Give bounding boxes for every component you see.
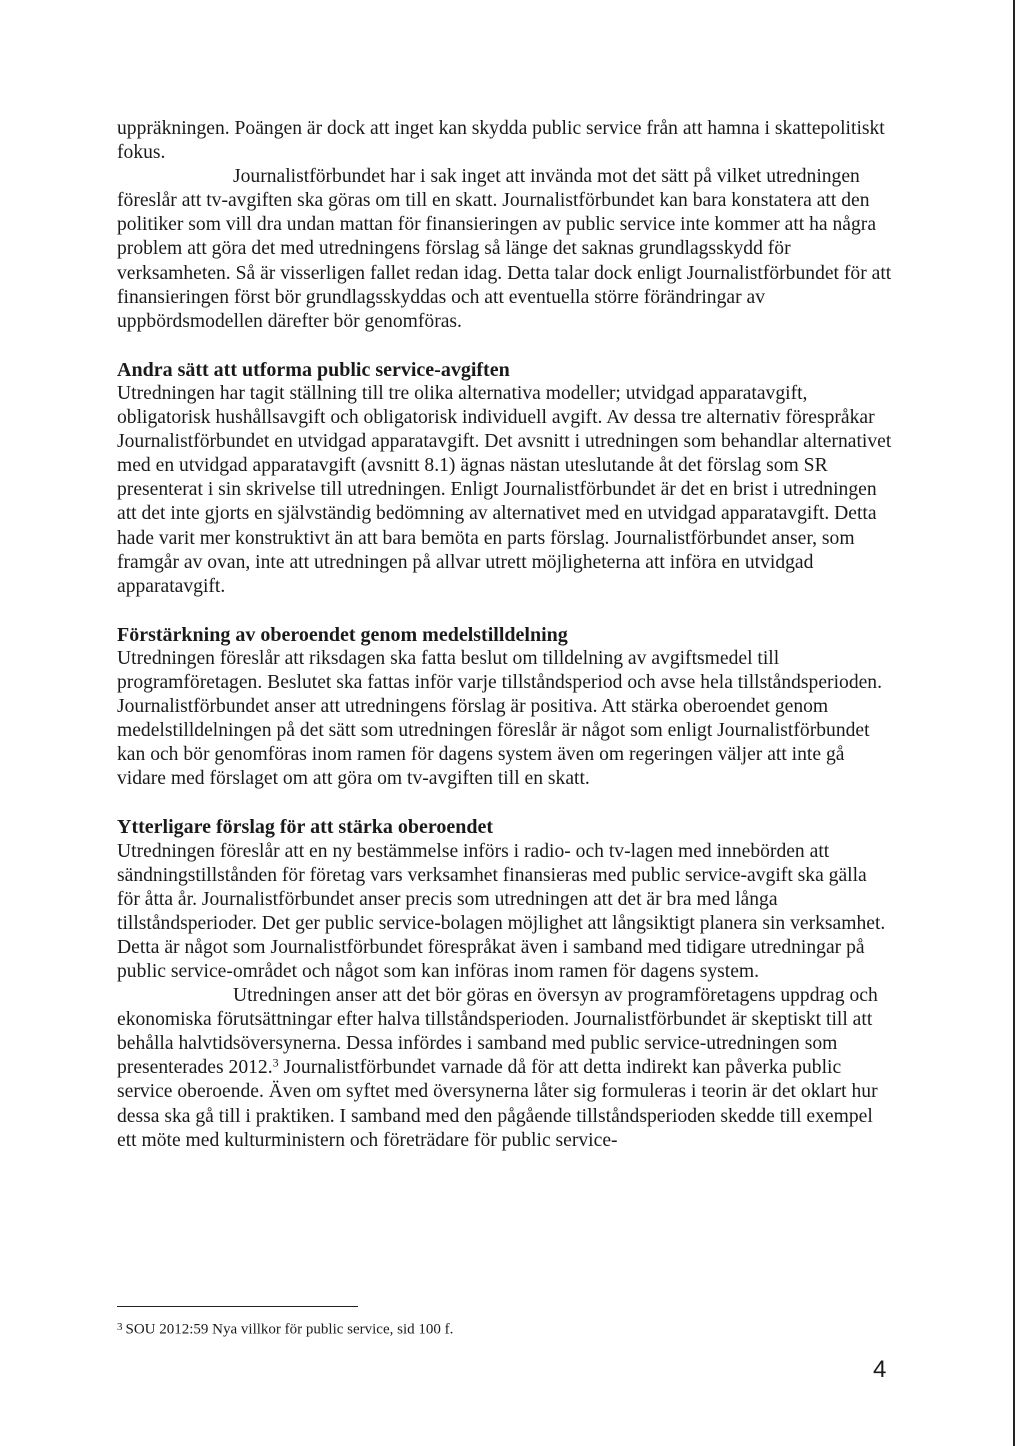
paragraph-text-end: Journalistförbundet varnade då för att detta indirekt kan påverka public service oberoende. Även om syftet med översynerna låter sig formuleras i teorin är det oklart hur dessa ska gå till i praktiken. I samband med den pågående tillståndsperioden skedde till exempel ett möte med kulturministern och företrädare för public service- [117, 1057, 878, 1151]
intro-paragraph-1: uppräkningen. Poängen är dock att inget kan skydda public service från att hamna i skattepolitiskt fokus. [117, 118, 885, 164]
section-paragraph: Utredningen föreslår att en ny bestämmelse införs i radio- och tv-lagen med innebörden att sändningstillstånden för företag vars verksamhet finansieras med public service-avgift ska gälla för åtta år. Journalistförbundet anser precis som utredningen att det är bra med långa tillståndsperioder. Det ger public service-bolagen möjlighet att långsiktigt planera sin verksamhet. Detta är något som Journalistförbundet förespråkat även i samband med tidigare utredningar på public service-området och något som kan införas inom ramen för dagens system. [117, 840, 886, 982]
intro-paragraph-2: Journalistförbundet har i sak inget att invända mot det sätt på vilket utredningen föreslår att tv-avgiften ska göras om till en skatt. Journalistförbundet kan bara konstatera att den politiker som vill dra undan mattan för finansieringen av public service inte kommer att ha några problem att göra det med utredningens förslag så länge det saknas grundlagsskydd för verksamheten. Så är visserligen fallet redan idag. Detta talar dock enligt Journalistförbundet för att finansieringen först bör grundlagsskyddas och att eventuella större förändringar av uppbördsmodellen därefter bör genomföras. [117, 166, 892, 332]
section-paragraph: Utredningen har tagit ställning till tre olika alternativa modeller; utvidgad apparatavgift, obligatorisk hushållsavgift och obligatorisk individuell avgift. Av dessa tre alternativ förespråkar Journalistförbundet en utvidgad apparatavgift. Det avsnitt i utredningen som behandlar alternativet med en utvidgad apparatavgift (avsnitt 8.1) ägnas nästan uteslutande åt det förslag som SR presenterat i sin skrivelse till utredningen. Enligt Journalistförbundet är det en brist i utredningen att det inte gjorts en självständig bedömning av alternativet med en utvidgad apparatavgift. Detta hade varit mer konstruktivt än att bara bemöta en parts förslag. Journalistförbundet anser, som framgår av ovan, inte att utredningen på allvar utrett möjligheterna att införa en utvidgad apparatavgift. [117, 382, 892, 597]
footnote [117, 1318, 453, 1338]
footnote-reference[interactable]: 3 [272, 1055, 279, 1070]
page-number: 4 [873, 1356, 887, 1383]
footnote-number: 3 [117, 1321, 123, 1333]
section-paragraph: Utredningen föreslår att riksdagen ska fatta beslut om tilldelning av avgiftsmedel till programföretagen. Beslutet ska fattas inför varje tillståndsperiod och avse hela tillståndsperioden. Journalistförbundet anser att utredningens förslag är positiva. Att stärka oberoendet genom medelstilldelningen på det sätt som utredningen föreslår är något som enligt Journalistförbundet kan och bör genomföras inom ramen för dagens system även om regeringen väljer att inte gå vidare med förslaget om att göra om tv-avgiften till en skatt. [117, 647, 883, 790]
document-body [117, 117, 893, 1153]
section-further-proposals [117, 815, 893, 1152]
section-heading: Förstärkning av oberoendet genom medelstilldelning [117, 623, 568, 646]
page-edge-line [1013, 0, 1015, 1446]
footnote-separator [117, 1306, 358, 1307]
section-strengthening-independence [117, 623, 893, 792]
footnote-text: SOU 2012:59 Nya villkor för public service, sid 100 f. [125, 1321, 454, 1338]
section-heading: Andra sätt att utforma public service-avgiften [117, 358, 510, 381]
paragraph-text-start: Utredningen anser att det bör göras en översyn av programföretagens uppdrag och ekonomiska förutsättningar efter halva tillståndsperioden. Journalistförbundet är skeptiskt till att behålla halvtidsöversynerna. Dessa infördes i samband med public service-utredningen som presenterades 2012. [117, 985, 878, 1079]
section-heading: Ytterligare förslag för att stärka oberoendet [117, 816, 494, 839]
section-alternative-fee [117, 358, 893, 599]
section-paragraph-2 [117, 984, 893, 1153]
